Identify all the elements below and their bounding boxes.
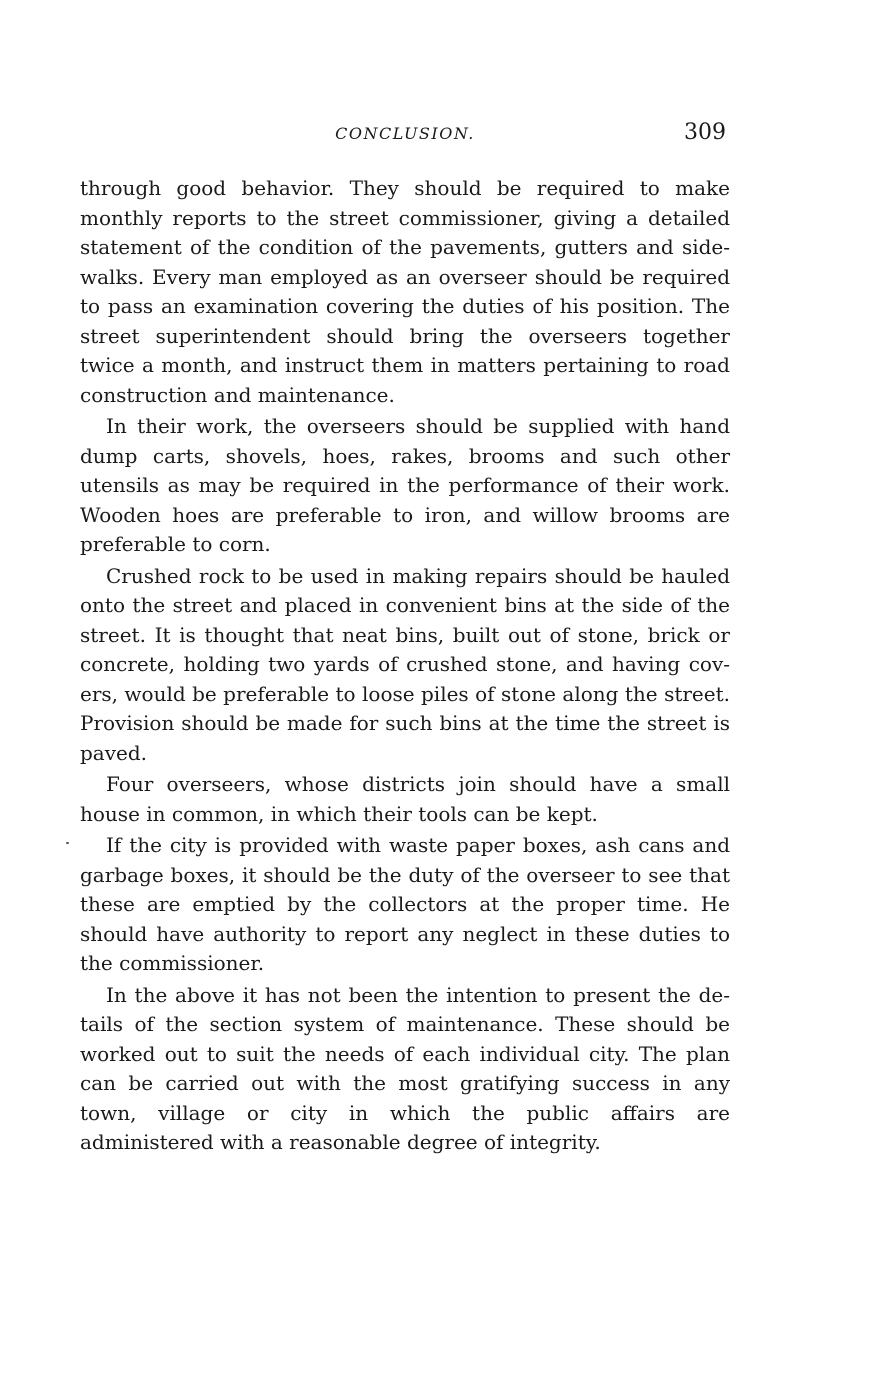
paragraph-2: In their work, the overseers should be supplied with hand dump carts, shovels, hoes, rakes, brooms and such other utensils as may be required in the performance of their work. Wooden hoes are preferable to iron, and willow brooms are preferable to corn. — [80, 414, 730, 556]
running-head — [80, 118, 730, 152]
ink-speck — [66, 842, 69, 844]
paragraph-3: Crushed rock to be used in making repairs should be hauled onto the street and placed in convenient bins at the side of the street. It is thought that neat bins, built out of stone, brick or concrete, holding two yards of crushed stone, and having cov-ers, would be preferable to loose piles of stone along the street. Provision should be made for such bins at the time the street is paved. — [80, 563, 730, 765]
paragraph-6: In the above it has not been the intention to present the de-tails of the section system of maintenance. These should be worked out to suit the needs of each individual city. The plan can be carried out with the most gratifying success in any town, village or city in which the public affairs are administered with a reasonable degree of integrity. — [80, 982, 730, 1154]
paragraph-4: Four overseers, whose districts join should have a small house in common, in which their tools can be kept. — [80, 772, 730, 826]
book-page — [80, 118, 730, 1158]
paragraph-5: If the city is provided with waste paper boxes, ash cans and garbage boxes, it should be the duty of the overseer to see that these are emptied by the collectors at the proper time. He should have authority to report any neglect in these duties to the commissioner. — [80, 833, 730, 975]
chapter-title: CONCLUSION. — [335, 124, 475, 143]
paragraph-1: through good behavior. They should be required to make monthly reports to the street commissioner, giving a detailed statement of the condition of the pavements, gutters and side-walks. Every man employed as an overseer should be required to pass an examination covering the duties of his position. The street superintendent should bring the overseers together twice a month, and instruct them in matters pertaining to road construction and maintenance. — [80, 176, 730, 407]
body-text — [80, 174, 730, 1158]
page-number: 309 — [684, 120, 726, 145]
